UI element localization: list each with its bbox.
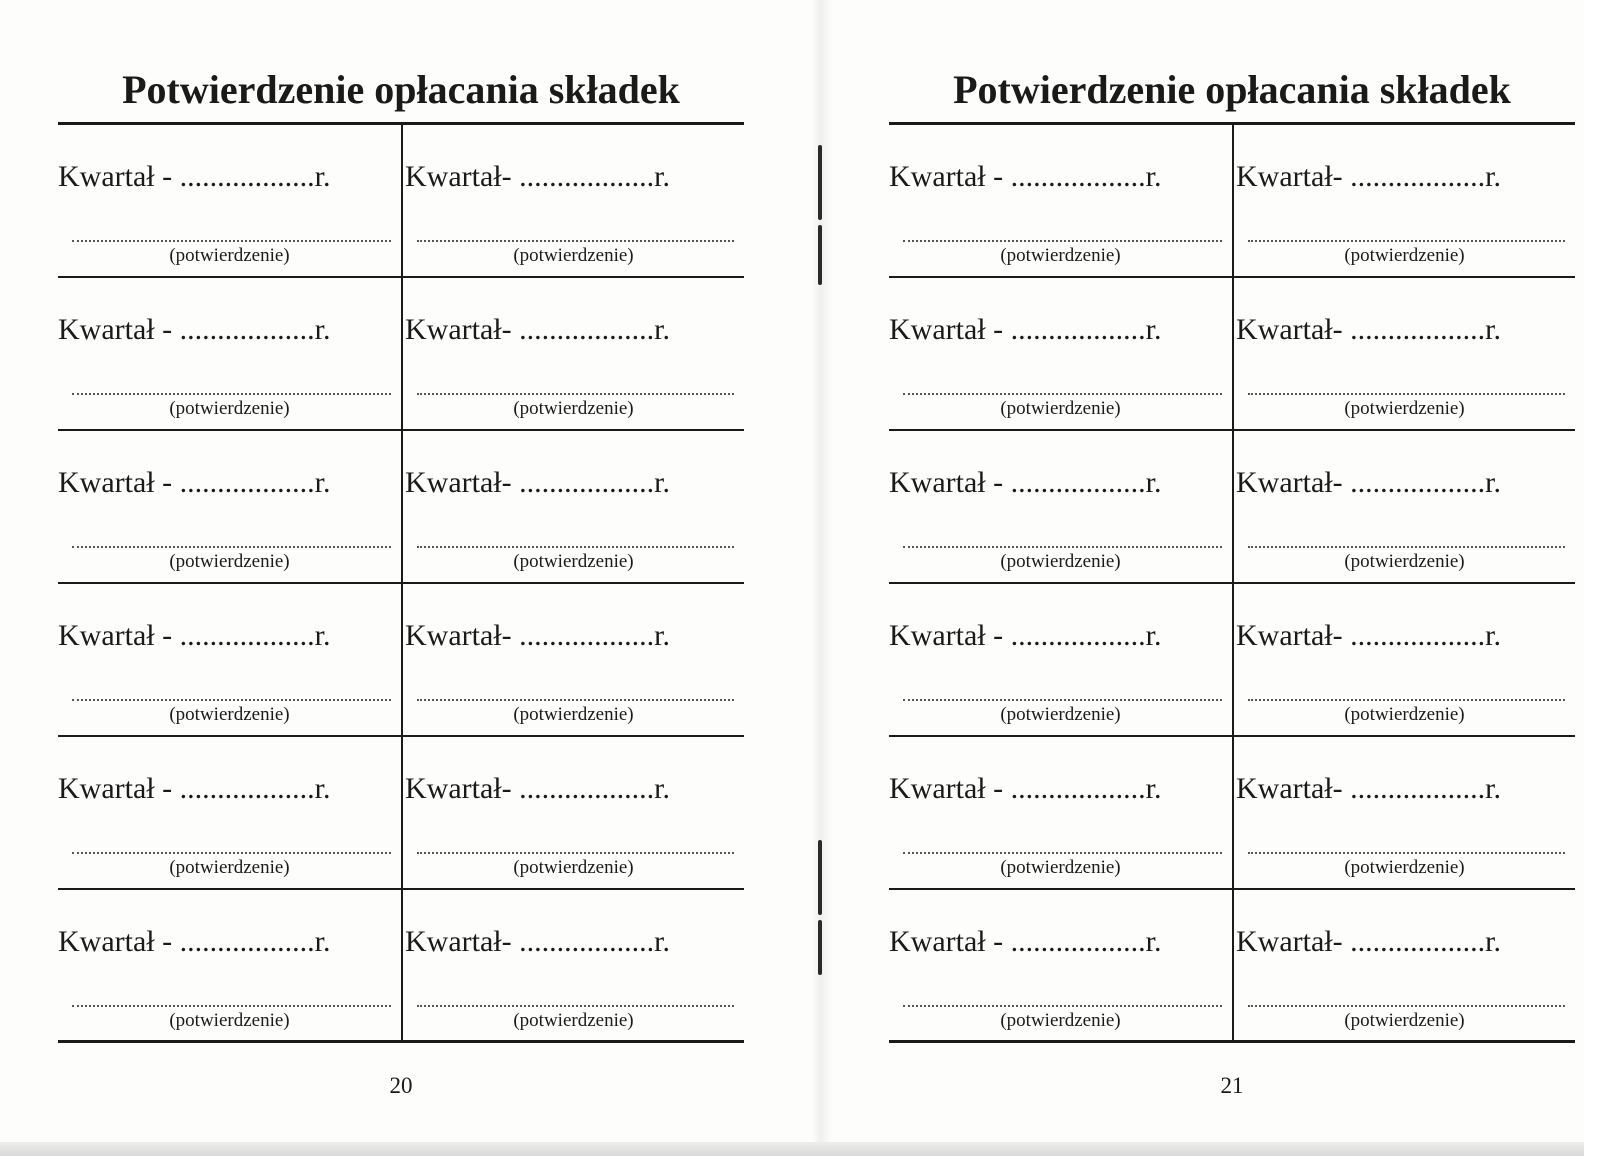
quarter-entry[interactable] xyxy=(889,737,1232,890)
quarter-entry[interactable] xyxy=(889,431,1232,584)
confirmation-caption: (potwierdzenie) xyxy=(1000,245,1121,266)
confirmation-caption: (potwierdzenie) xyxy=(1344,398,1465,419)
quarter-label: Kwartał - ..................r. xyxy=(889,619,1162,652)
quarter-label: Kwartał - ..................r. xyxy=(58,160,331,193)
quarter-label: Kwartał - ..................r. xyxy=(58,466,331,499)
confirmation-caption: (potwierdzenie) xyxy=(1000,857,1121,878)
signature-line xyxy=(1248,699,1565,701)
signature-line xyxy=(1248,1005,1565,1007)
signature-line xyxy=(903,393,1222,395)
staple-bottom xyxy=(818,840,822,915)
quarter-label: Kwartał - ..................r. xyxy=(58,772,331,805)
signature-line xyxy=(417,240,734,242)
signature-line xyxy=(72,393,391,395)
quarter-entry[interactable] xyxy=(58,890,401,1043)
page-number: 20 xyxy=(389,1073,413,1098)
signature-line xyxy=(1248,546,1565,548)
quarter-entry[interactable] xyxy=(889,125,1232,278)
confirmation-caption: (potwierdzenie) xyxy=(169,245,290,266)
confirmation-caption: (potwierdzenie) xyxy=(513,704,634,725)
page-left xyxy=(58,0,744,1100)
staple-top xyxy=(818,145,822,220)
confirmation-caption: (potwierdzenie) xyxy=(169,1010,290,1031)
page-title: Potwierdzenie opłacania składek xyxy=(122,67,680,112)
quarter-label: Kwartał- ..................r. xyxy=(405,925,670,958)
quarter-label: Kwartał - ..................r. xyxy=(889,313,1162,346)
signature-line xyxy=(72,240,391,242)
signature-line xyxy=(1248,852,1565,854)
confirmation-caption: (potwierdzenie) xyxy=(169,704,290,725)
quarter-label: Kwartał- ..................r. xyxy=(405,160,670,193)
quarter-label: Kwartał- ..................r. xyxy=(1236,772,1501,805)
quarter-label: Kwartał - ..................r. xyxy=(889,466,1162,499)
signature-line xyxy=(903,852,1222,854)
signature-line xyxy=(1248,240,1565,242)
confirmation-caption: (potwierdzenie) xyxy=(1344,704,1465,725)
quarter-label: Kwartał - ..................r. xyxy=(58,313,331,346)
quarter-label: Kwartał- ..................r. xyxy=(1236,619,1501,652)
confirmation-caption: (potwierdzenie) xyxy=(1000,551,1121,572)
confirmation-caption: (potwierdzenie) xyxy=(1344,857,1465,878)
quarter-entry[interactable] xyxy=(401,278,744,431)
page-title: Potwierdzenie opłacania składek xyxy=(953,67,1511,112)
confirmation-caption: (potwierdzenie) xyxy=(1344,551,1465,572)
signature-line xyxy=(72,699,391,701)
quarter-entry[interactable] xyxy=(401,431,744,584)
quarter-label: Kwartał - ..................r. xyxy=(889,160,1162,193)
quarter-entry[interactable] xyxy=(401,890,744,1043)
quarter-entry[interactable] xyxy=(58,737,401,890)
quarter-entry[interactable] xyxy=(1232,278,1575,431)
signature-line xyxy=(72,852,391,854)
page-right xyxy=(889,0,1575,1100)
signature-line xyxy=(903,546,1222,548)
quarter-entry[interactable] xyxy=(401,125,744,278)
quarter-entry[interactable] xyxy=(1232,125,1575,278)
page-bottom-edge xyxy=(0,1142,1584,1156)
quarter-label: Kwartał- ..................r. xyxy=(1236,313,1501,346)
quarter-label: Kwartał - ..................r. xyxy=(889,925,1162,958)
quarter-entry[interactable] xyxy=(58,125,401,278)
signature-line xyxy=(417,699,734,701)
confirmation-caption: (potwierdzenie) xyxy=(169,551,290,572)
confirmation-caption: (potwierdzenie) xyxy=(1000,398,1121,419)
confirmation-caption: (potwierdzenie) xyxy=(169,857,290,878)
quarter-entry[interactable] xyxy=(889,278,1232,431)
signature-line xyxy=(903,1005,1222,1007)
quarter-label: Kwartał- ..................r. xyxy=(1236,466,1501,499)
quarter-grid xyxy=(889,125,1575,1043)
quarter-entry[interactable] xyxy=(1232,737,1575,890)
quarter-label: Kwartał - ..................r. xyxy=(889,772,1162,805)
confirmation-caption: (potwierdzenie) xyxy=(513,398,634,419)
quarter-entry[interactable] xyxy=(1232,890,1575,1043)
quarter-entry[interactable] xyxy=(401,584,744,737)
booklet-gutter xyxy=(812,0,832,1156)
quarter-label: Kwartał- ..................r. xyxy=(1236,160,1501,193)
confirmation-caption: (potwierdzenie) xyxy=(513,551,634,572)
confirmation-caption: (potwierdzenie) xyxy=(513,857,634,878)
quarter-label: Kwartał - ..................r. xyxy=(58,619,331,652)
signature-line xyxy=(72,1005,391,1007)
quarter-entry[interactable] xyxy=(1232,584,1575,737)
page-number: 21 xyxy=(1220,1073,1244,1098)
confirmation-caption: (potwierdzenie) xyxy=(1000,704,1121,725)
signature-line xyxy=(417,393,734,395)
quarter-label: Kwartał- ..................r. xyxy=(405,313,670,346)
quarter-entry[interactable] xyxy=(58,584,401,737)
quarter-grid xyxy=(58,125,744,1043)
quarter-label: Kwartał- ..................r. xyxy=(405,772,670,805)
confirmation-caption: (potwierdzenie) xyxy=(1000,1010,1121,1031)
quarter-entry[interactable] xyxy=(889,584,1232,737)
quarter-entry[interactable] xyxy=(58,431,401,584)
signature-line xyxy=(1248,393,1565,395)
confirmation-caption: (potwierdzenie) xyxy=(513,245,634,266)
confirmation-caption: (potwierdzenie) xyxy=(513,1010,634,1031)
signature-line xyxy=(417,852,734,854)
signature-line xyxy=(903,699,1222,701)
quarter-label: Kwartał - ..................r. xyxy=(58,925,331,958)
signature-line xyxy=(417,546,734,548)
signature-line xyxy=(417,1005,734,1007)
quarter-entry[interactable] xyxy=(401,737,744,890)
scan-margin xyxy=(1584,0,1608,1156)
staple-bottom-lower xyxy=(818,920,822,975)
quarter-label: Kwartał- ..................r. xyxy=(1236,925,1501,958)
quarter-label: Kwartał- ..................r. xyxy=(405,466,670,499)
staple-top-lower xyxy=(818,225,822,285)
quarter-entry[interactable] xyxy=(1232,431,1575,584)
quarter-label: Kwartał- ..................r. xyxy=(405,619,670,652)
signature-line xyxy=(903,240,1222,242)
signature-line xyxy=(72,546,391,548)
confirmation-caption: (potwierdzenie) xyxy=(1344,245,1465,266)
confirmation-caption: (potwierdzenie) xyxy=(169,398,290,419)
quarter-entry[interactable] xyxy=(58,278,401,431)
confirmation-caption: (potwierdzenie) xyxy=(1344,1010,1465,1031)
quarter-entry[interactable] xyxy=(889,890,1232,1043)
